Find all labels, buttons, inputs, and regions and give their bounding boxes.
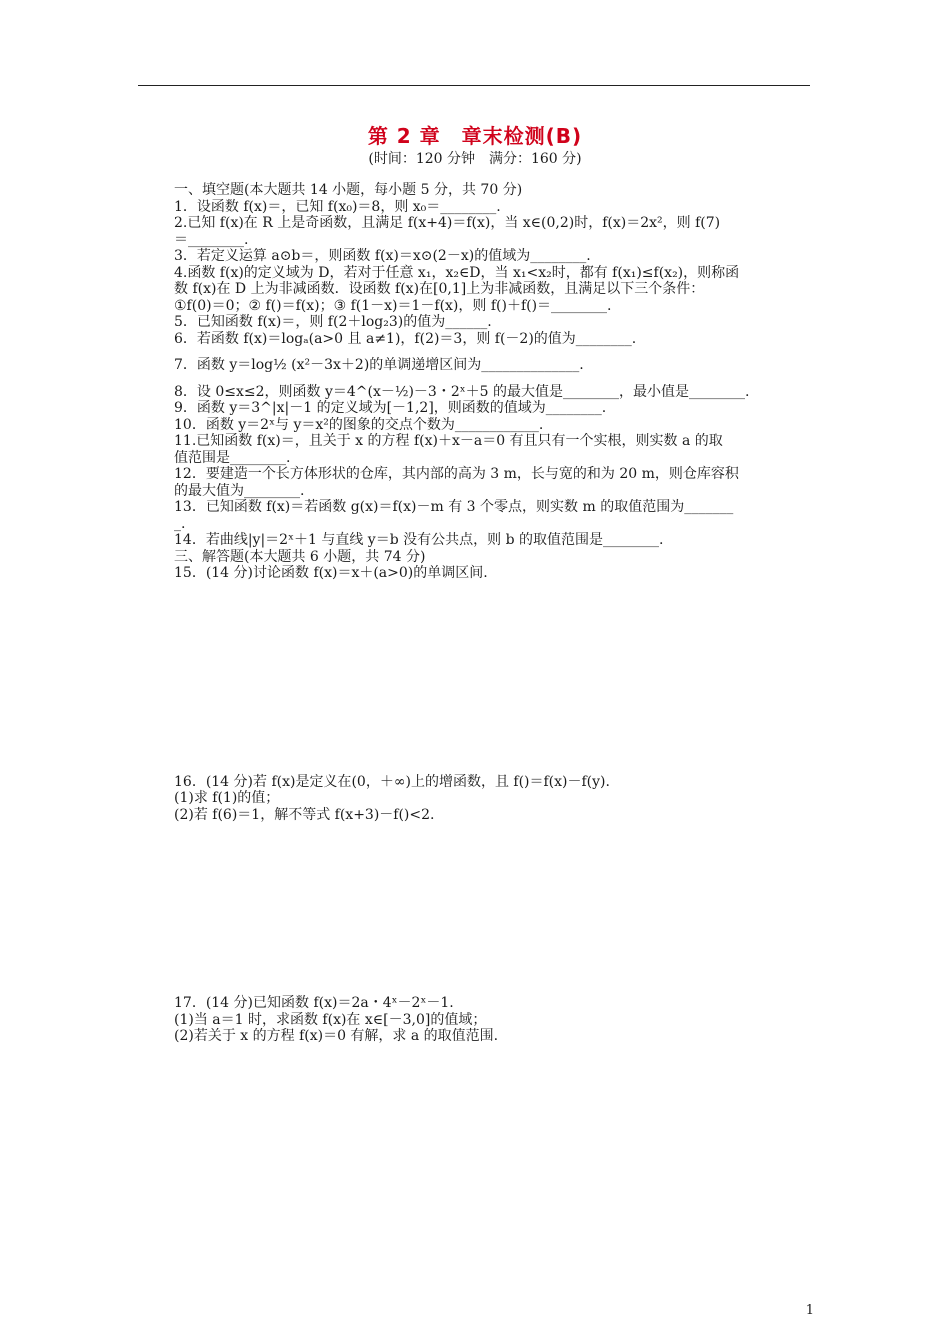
question-9: 9．函数 y＝3^|x|－1 的定义域为[－1,2]，则函数的值域为________.	[174, 400, 607, 416]
question-14: 14．若曲线|y|＝2ˣ＋1 与直线 y＝b 没有公共点，则 b 的取值范围是________.	[174, 532, 664, 548]
question-13-cont: _.	[174, 515, 186, 532]
header-rule	[138, 85, 810, 86]
question-6: 6．若函数 f(x)＝logₐ(a>0 且 a≠1)，f(2)＝3，则 f(－2)的值为________.	[174, 330, 637, 347]
question-16-part-1: (1)求 f(1)的值；	[174, 790, 280, 806]
section-heading: 三、解答题(本大题共 6 小题，共 74 分)	[174, 548, 426, 565]
question-2: 2.已知 f(x)在 R 上是奇函数，且满足 f(x+4)＝f(x)，当 x∈(0,2)时，f(x)＝2x²，则 f(7)	[174, 215, 721, 231]
question-16-part-2: (2)若 f(6)＝1，解不等式 f(x+3)－f()<2.	[174, 806, 435, 823]
question-7: 7．函数 y＝log½ (x²－3x＋2)的单调递增区间为______________.	[174, 357, 584, 373]
section-heading: 一、填空题(本大题共 14 小题，每小题 5 分，共 70 分)	[174, 182, 523, 198]
question-4-cont: ①f(0)＝0；② f()＝f(x)；③ f(1－x)＝1－f(x)，则 f()＋f()＝________.	[174, 297, 612, 314]
question-4: 4.函数 f(x)的定义域为 D，若对于任意 x₁，x₂∈D，当 x₁<x₂时，都有 f(x₁)≤f(x₂)，则称函	[174, 264, 740, 281]
question-13: 13．已知函数 f(x)＝若函数 g(x)＝f(x)－m 有 3 个零点，则实数 m 的取值范围为_______	[174, 499, 734, 515]
question-3: 3．若定义运算 a⊙b＝，则函数 f(x)＝x⊙(2－x)的值域为________.	[174, 248, 591, 264]
question-2-cont: ＝________.	[174, 231, 249, 248]
question-12: 12．要建造一个长方体形状的仓库，其内部的高为 3 m，长与宽的和为 20 m，则仓库容积	[174, 466, 739, 482]
question-4-cont: 数 f(x)在 D 上为非减函数．设函数 f(x)在[0,1]上为非减函数，且满足以下三个条件：	[174, 281, 705, 297]
question-17-part-2: (2)若关于 x 的方程 f(x)＝0 有解，求 a 的取值范围.	[174, 1028, 499, 1044]
document-body	[174, 182, 814, 1045]
question-16: 16．(14 分)若 f(x)是定义在(0，＋∞)上的增函数，且 f()＝f(x)－f(y).	[174, 773, 610, 790]
question-11-cont: 值范围是________.	[174, 449, 291, 466]
question-15: 15．(14 分)讨论函数 f(x)＝x＋(a>0)的单调区间.	[174, 565, 488, 581]
question-8: 8．设 0≤x≤2，则函数 y＝4^(x－½)－3・2ˣ＋5 的最大值是________，最小值是________.	[174, 383, 750, 400]
question-11: 11.已知函数 f(x)＝，且关于 x 的方程 f(x)＋x－a＝0 有且只有一个实根，则实数 a 的取	[174, 433, 723, 449]
page-title: 第 2 章 章末检测(B)	[367, 124, 583, 148]
question-5: 5．已知函数 f(x)＝，则 f(2＋log₂3)的值为______.	[174, 314, 492, 330]
question-17: 17．(14 分)已知函数 f(x)＝2a・4ˣ－2ˣ－1.	[174, 995, 454, 1011]
question-1: 1．设函数 f(x)＝，已知 f(x₀)＝8，则 x₀＝________.	[174, 198, 501, 215]
question-12-cont: 的最大值为________.	[174, 482, 305, 499]
page-number: 1	[805, 1303, 814, 1318]
question-17-part-1: (1)当 a＝1 时，求函数 f(x)在 x∈[－3,0]的值域；	[174, 1011, 487, 1028]
page-subtitle: (时间：120 分钟 满分：160 分)	[368, 151, 582, 167]
question-10: 10．函数 y＝2ˣ与 y＝x²的图象的交点个数为____________.	[174, 416, 544, 433]
